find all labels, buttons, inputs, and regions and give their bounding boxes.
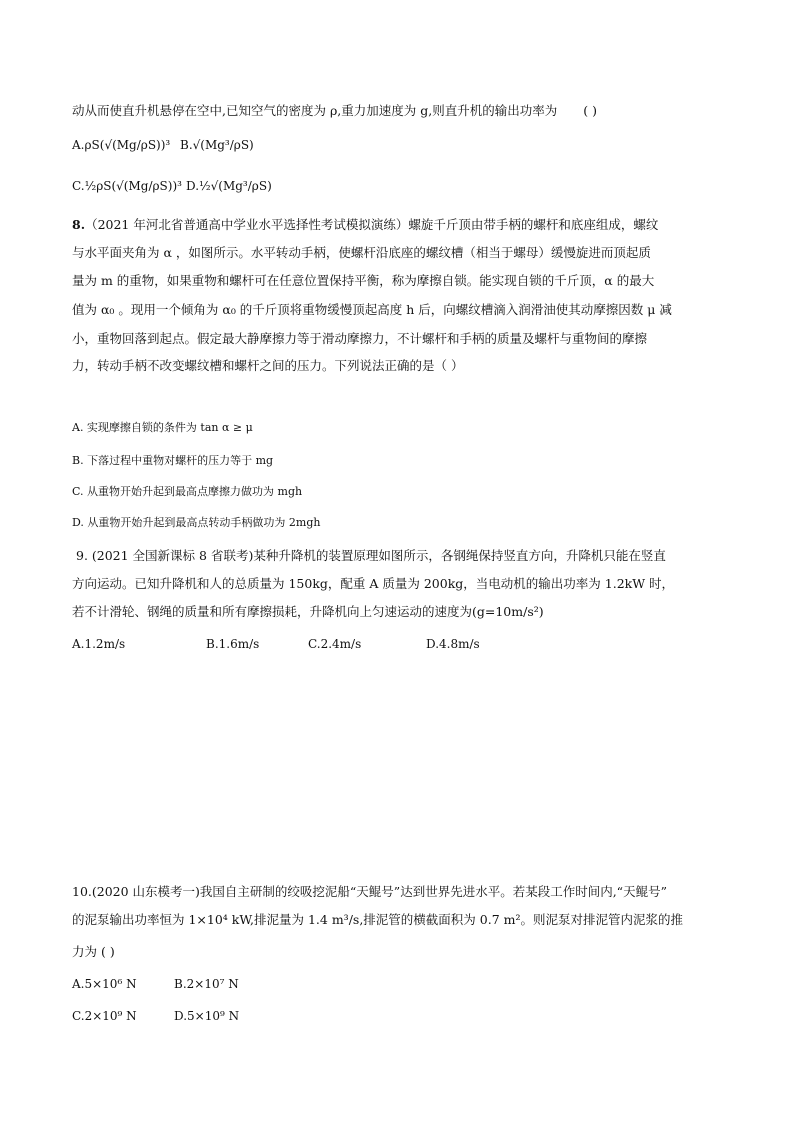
q10-line-2: 的泥泵输出功率恒为 1×10⁴ kW,排泥量为 1.4 m³/s,排泥管的横截面积为 0.7 m²。则泥泵对排泥管内泥浆的推 xyxy=(72,912,683,927)
q9-line-1: 9. (2021 全国新课标 8 省联考)某种升降机的装置原理如图所示，各钢绳保持竖直方向，升降机只能在竖直 xyxy=(76,548,666,563)
q9-option-b: B.1.6m/s xyxy=(206,637,260,651)
q9-line-2: 方向运动。已知升降机和人的总质量为 150kg，配重 A 质量为 200kg，当电动机的输出功率为 1.2kW 时， xyxy=(72,576,675,591)
q10-option-c: C.2×10⁹ N xyxy=(72,1009,137,1023)
q10-option-d: D.5×10⁹ N xyxy=(174,1009,240,1023)
q9-option-a: A.1.2m/s xyxy=(72,637,126,651)
q9-option-c: C.2.4m/s xyxy=(308,637,362,651)
q8-option-a: A. 实现摩擦自锁的条件为 tan α ≥ μ xyxy=(72,421,253,434)
q8-line-2: 与水平面夹角为 α ，如图所示。水平转动手柄，使螺杆沿底座的螺纹槽（相当于螺母）缓慢旋进而顶起质 xyxy=(72,245,651,260)
q7-option-d: D.½√(Mg³/ρS) xyxy=(186,179,272,193)
q8-line-6: 力，转动手柄不改变螺纹槽和螺杆之间的压力。下列说法正确的是（ ） xyxy=(72,358,464,373)
q8-option-c: C. 从重物开始升起到最高点摩擦力做功为 mgh xyxy=(72,485,303,498)
q7-option-c: C.½ρS(√(Mg/ρS))³ xyxy=(72,179,182,193)
q10-line-1: 10.(2020 山东模考一)我国自主研制的绞吸挖泥船“天鲲号”达到世界先进水平。若某段工作时间内,“天鲲号” xyxy=(72,884,667,899)
q9-option-d: D.4.8m/s xyxy=(426,637,480,651)
q10-option-b: B.2×10⁷ N xyxy=(174,977,239,991)
q8-line-5: 小，重物回落到起点。假定最大静摩擦力等于滑动摩擦力，不计螺杆和手柄的质量及螺杆与重物间的摩擦 xyxy=(72,331,648,346)
q8-number: 8. xyxy=(72,217,86,232)
q8-line-1: 8.（2021 年河北省普通高中学业水平选择性考试模拟演练）螺旋千斤顶由带手柄的螺杆和底座组成，螺纹 xyxy=(72,217,659,232)
q7-option-a: A.ρS(√(Mg/ρS))³ xyxy=(72,138,171,152)
q7-stem-line: 动从而使直升机悬停在空中,已知空气的密度为 ρ,重力加速度为 g,则直升机的输出功率为 ( ) xyxy=(72,103,597,118)
q8-line-4: 值为 α₀ 。现用一个倾角为 α₀ 的千斤顶将重物缓慢顶起高度 h 后，向螺纹槽滴入润滑油使其动摩擦因数 μ 减 xyxy=(72,302,672,317)
q10-option-a: A.5×10⁶ N xyxy=(72,977,137,991)
q10-line-3: 力为 ( ) xyxy=(72,944,115,959)
q9-line-3: 若不计滑轮、钢绳的质量和所有摩擦损耗，升降机向上匀速运动的速度为(g=10m/s²) xyxy=(72,604,544,619)
q8-line-3: 量为 m 的重物，如果重物和螺杆可在任意位置保持平衡，称为摩擦自锁。能实现自锁的千斤顶，α 的最大 xyxy=(72,273,655,288)
q8-option-d: D. 从重物开始升起到最高点转动手柄做功为 2mgh xyxy=(72,516,321,529)
q8-option-b: B. 下落过程中重物对螺杆的压力等于 mg xyxy=(72,454,274,467)
q7-option-b: B.√(Mg³/ρS) xyxy=(180,138,254,152)
